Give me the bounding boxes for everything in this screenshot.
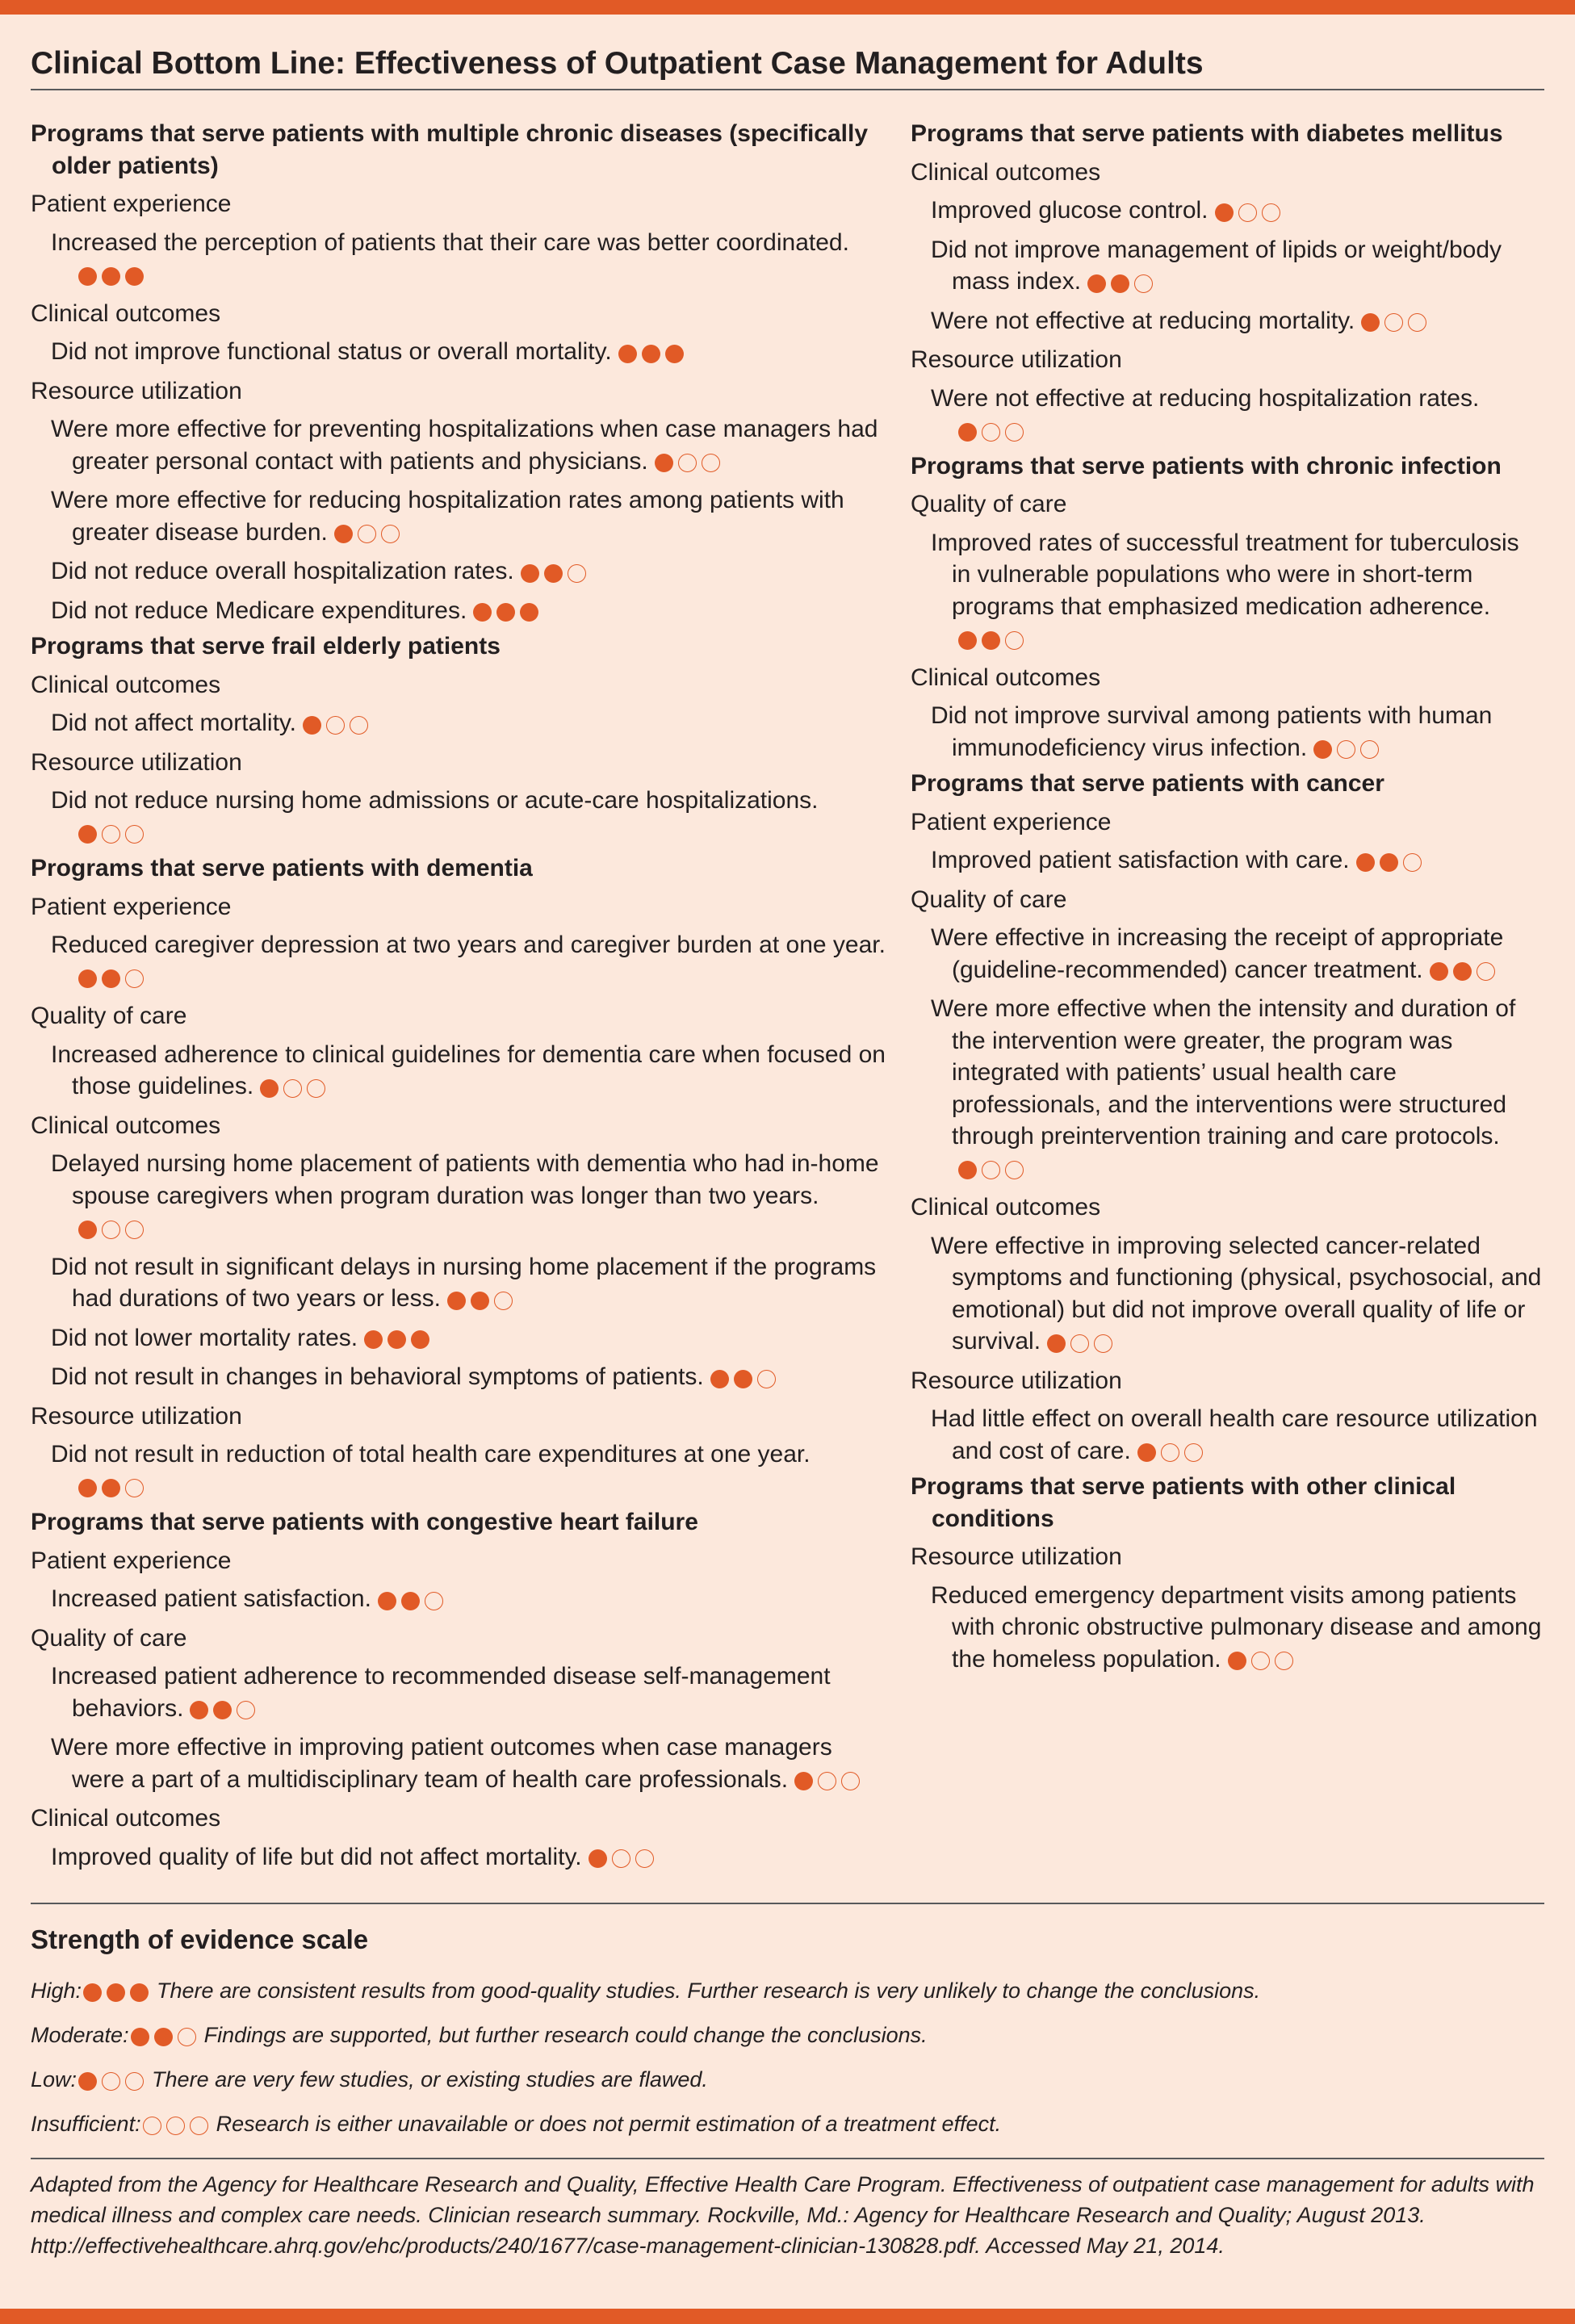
finding-text: Did not result in reduction of total health care expenditures at one year. (51, 1441, 811, 1468)
evidence-rating (303, 708, 373, 740)
outcome-category: Clinical outcomes (31, 299, 221, 327)
empty-dot-icon (1005, 631, 1024, 650)
evidence-rating (1215, 195, 1285, 228)
filled-dot-icon (520, 603, 538, 622)
empty-dot-icon (326, 716, 345, 735)
finding-text: Did not lower mortality rates. (51, 1324, 358, 1351)
evidence-rating (143, 2103, 213, 2146)
empty-dot-icon (1184, 1443, 1203, 1462)
filled-dot-icon (378, 1592, 396, 1610)
filled-dot-icon (130, 1983, 149, 2002)
empty-dot-icon (612, 1849, 630, 1868)
finding-text: Were effective in increasing the receipt of appropriate (guideline-recommended) cancer treatment. (931, 924, 1504, 983)
evidence-scale (31, 1922, 1544, 2146)
filled-dot-icon (401, 1592, 420, 1610)
filled-dot-icon (1215, 203, 1234, 222)
evidence-rating (521, 556, 591, 588)
finding-item (911, 1580, 1544, 1677)
finding-text: Were more effective for reducing hospitalization rates among patients with greater disease burden. (51, 487, 844, 546)
filled-dot-icon (618, 345, 637, 363)
empty-dot-icon (381, 525, 400, 543)
empty-dot-icon (1238, 203, 1257, 222)
empty-dot-icon (1005, 1161, 1024, 1179)
evidence-rating (589, 1842, 659, 1874)
finding-text: Increased adherence to clinical guidelines for dementia care when focused on those guidelines. (51, 1041, 886, 1099)
finding-text: Did not affect mortality. (51, 710, 297, 736)
empty-dot-icon (190, 2117, 208, 2135)
finding-text: Did not result in changes in behavioral symptoms of patients. (51, 1363, 704, 1390)
finding-item (911, 1403, 1544, 1468)
evidence-rating (78, 818, 149, 850)
filled-dot-icon (447, 1292, 466, 1310)
empty-dot-icon (1403, 853, 1422, 872)
evidence-level-description: There are very few studies, or existing studies are flawed. (152, 2067, 708, 2092)
evidence-levels (31, 1969, 1544, 2146)
empty-dot-icon (125, 1479, 144, 1497)
filled-dot-icon (471, 1292, 489, 1310)
finding-item (31, 929, 886, 994)
empty-dot-icon (358, 525, 376, 543)
empty-dot-icon (1262, 203, 1280, 222)
outcome-category: Quality of care (31, 1003, 187, 1029)
program-heading: Programs that serve frail elderly patients (31, 633, 501, 660)
evidence-level-description: There are consistent results from good-quality studies. Further research is very unlikely to change the conclusions. (157, 1979, 1261, 2003)
finding-item (31, 555, 886, 588)
filled-dot-icon (78, 969, 97, 988)
empty-dot-icon (1360, 740, 1379, 759)
finding-text: Improved quality of life but did not affect mortality. (51, 1843, 582, 1870)
empty-dot-icon (283, 1079, 302, 1098)
finding-text: Were effective in improving selected cancer-related symptoms and functioning (physical, psychosocial, and emotional) but did not improve overall quality of life or survival. (931, 1232, 1542, 1355)
filled-dot-icon (1356, 853, 1375, 872)
filled-dot-icon (78, 825, 97, 844)
finding-item (911, 383, 1544, 447)
empty-dot-icon (178, 2028, 196, 2046)
program-heading: Programs that serve patients with congestive heart failure (31, 1509, 698, 1535)
empty-dot-icon (166, 2117, 185, 2135)
empty-dot-icon (1094, 1334, 1112, 1353)
filled-dot-icon (1087, 274, 1106, 293)
finding-text: Improved glucose control. (931, 197, 1208, 224)
filled-dot-icon (78, 1479, 97, 1497)
page-title: Clinical Bottom Line: Effectiveness of Outpatient Case Management for Adults (31, 46, 1204, 81)
filled-dot-icon (1111, 274, 1129, 293)
outcome-category: Patient experience (31, 893, 232, 920)
evidence-rating (1047, 1326, 1117, 1359)
empty-dot-icon (1134, 274, 1153, 293)
filled-dot-icon (710, 1370, 729, 1388)
evidence-level-row (31, 1969, 1544, 2013)
finding-item (31, 785, 886, 849)
finding-text: Were more effective in improving patient outcomes when case managers were a part of a multidisciplinary team of health care professionals. (51, 1734, 832, 1793)
outcome-category: Resource utilization (911, 346, 1122, 373)
filled-dot-icon (102, 267, 120, 286)
filled-dot-icon (334, 525, 353, 543)
filled-dot-icon (589, 1849, 607, 1868)
empty-dot-icon (568, 564, 586, 583)
filled-dot-icon (107, 1983, 125, 2002)
evidence-rating (958, 623, 1028, 655)
finding-item (31, 1361, 886, 1394)
empty-dot-icon (757, 1370, 776, 1388)
title-divider (31, 89, 1544, 90)
program-heading: Programs that serve patients with multiple chronic diseases (specifically older patients) (31, 120, 869, 179)
empty-dot-icon (125, 969, 144, 988)
filled-dot-icon (958, 423, 977, 442)
finding-text: Reduced caregiver depression at two years and caregiver burden at one year. (51, 932, 886, 958)
evidence-rating (334, 517, 404, 550)
finding-item (31, 1583, 886, 1616)
empty-dot-icon (1384, 313, 1403, 332)
empty-dot-icon (1005, 423, 1024, 442)
outcome-category: Quality of care (911, 491, 1067, 517)
evidence-rating (378, 1584, 448, 1616)
finding-text: Did not improve survival among patients with human immunodeficiency virus infection. (931, 702, 1493, 761)
empty-dot-icon (818, 1772, 836, 1790)
finding-item (911, 305, 1544, 338)
outcome-category: Resource utilization (31, 748, 242, 776)
finding-item (31, 707, 886, 740)
evidence-rating (1087, 266, 1158, 299)
finding-text: Were not effective at reducing hospitalization rates. (931, 384, 1480, 412)
empty-dot-icon (102, 2072, 120, 2091)
evidence-level-row (31, 2013, 1544, 2058)
evidence-rating (78, 259, 149, 291)
evidence-rating (78, 2058, 149, 2102)
finding-item (31, 413, 886, 478)
evidence-level-row (31, 2058, 1544, 2102)
outcome-category: Quality of care (31, 1624, 187, 1652)
finding-text: Increased patient adherence to recommended disease self-management behaviors. (51, 1663, 831, 1722)
finding-text: Were not effective at reducing mortality. (931, 307, 1355, 334)
right-column (911, 115, 1544, 1903)
program-heading: Programs that serve patients with chronic infection (911, 452, 1502, 479)
evidence-rating (710, 1362, 781, 1394)
evidence-rating (78, 1472, 149, 1504)
filled-dot-icon (521, 564, 539, 583)
finding-text: Had little effect on overall health care resource utilization and cost of care. (931, 1405, 1538, 1464)
empty-dot-icon (635, 1849, 654, 1868)
empty-dot-icon (425, 1592, 443, 1610)
empty-dot-icon (102, 825, 120, 844)
evidence-level-label: Moderate: (31, 2023, 129, 2047)
evidence-rating (1137, 1436, 1208, 1468)
empty-dot-icon (982, 423, 1000, 442)
evidence-rating (1356, 845, 1426, 877)
empty-dot-icon (1477, 962, 1495, 981)
finding-text: Did not reduce overall hospitalization rates. (51, 558, 514, 584)
filled-dot-icon (734, 1370, 752, 1388)
evidence-rating (958, 1154, 1028, 1186)
finding-item (31, 1148, 886, 1245)
outcome-category: Resource utilization (911, 1543, 1122, 1570)
outcome-category: Clinical outcomes (911, 158, 1101, 186)
evidence-rating (364, 1323, 434, 1355)
finding-text: Reduced emergency department visits among patients with chronic obstructive pulmonary disease and among the homeless population. (931, 1581, 1542, 1673)
filled-dot-icon (364, 1330, 383, 1349)
outcome-category: Clinical outcomes (911, 1194, 1101, 1221)
empty-dot-icon (1070, 1334, 1089, 1353)
outcome-category: Quality of care (911, 886, 1067, 913)
evidence-rating (473, 596, 543, 628)
outcome-category: Clinical outcomes (911, 664, 1101, 691)
outcome-category: Patient experience (911, 808, 1112, 835)
filled-dot-icon (544, 564, 563, 583)
finding-item (31, 1322, 886, 1355)
filled-dot-icon (1361, 313, 1380, 332)
evidence-rating (131, 2014, 201, 2058)
finding-text: Were more effective for preventing hospitalizations when case managers had greater personal contact with patients and physicians. (51, 416, 878, 475)
program-heading: Programs that serve patients with cancer (911, 770, 1384, 797)
filled-dot-icon (190, 1701, 208, 1719)
finding-text: Did not improve management of lipids or weight/body mass index. (931, 236, 1502, 295)
empty-dot-icon (1408, 313, 1426, 332)
finding-text: Did not reduce Medicare expenditures. (51, 597, 467, 624)
finding-item (911, 234, 1544, 299)
evidence-rating (958, 415, 1028, 447)
filled-dot-icon (78, 267, 97, 286)
filled-dot-icon (794, 1772, 813, 1790)
evidence-level-label: Low: (31, 2067, 77, 2092)
empty-dot-icon (125, 2072, 144, 2091)
evidence-rating (618, 337, 689, 369)
filled-dot-icon (642, 345, 660, 363)
program-heading: Programs that serve patients with diabetes mellitus (911, 120, 1503, 147)
filled-dot-icon (958, 1161, 977, 1179)
filled-dot-icon (958, 631, 977, 650)
source-citation: Adapted from the Agency for Healthcare Research and Quality, Effective Health Care Program. Effectiveness of outpatient case management for adults with medical illness and complex care needs. Clinician research summary. Rockville, Md.: Agency for Healthcare Research and Quality; August 2013. http://effectivehealthcare.ahrq.gov/ehc/products/240/1677/case-management-clinician-130828.pdf. Accessed May 21, 2014. (31, 2172, 1535, 2258)
filled-dot-icon (473, 603, 492, 622)
finding-item (911, 1230, 1544, 1359)
finding-item (911, 922, 1544, 986)
filled-dot-icon (78, 2072, 97, 2091)
finding-text: Improved patient satisfaction with care. (931, 847, 1350, 873)
empty-dot-icon (307, 1079, 325, 1098)
evidence-rating (794, 1765, 865, 1797)
finding-text: Did not reduce nursing home admissions or acute-care hospitalizations. (51, 787, 819, 814)
empty-dot-icon (982, 1161, 1000, 1179)
empty-dot-icon (125, 1221, 144, 1239)
outcome-category: Patient experience (31, 1547, 232, 1574)
outcome-category: Resource utilization (31, 1402, 242, 1430)
filled-dot-icon (154, 2028, 173, 2046)
outcome-category: Clinical outcomes (31, 671, 221, 698)
finding-item (31, 595, 886, 628)
filled-dot-icon (982, 631, 1000, 650)
empty-dot-icon (1161, 1443, 1179, 1462)
evidence-level-description: Research is either unavailable or does not permit estimation of a treatment effect. (216, 2112, 1002, 2136)
empty-dot-icon (143, 2117, 161, 2135)
source-divider (31, 2158, 1544, 2159)
filled-dot-icon (496, 603, 515, 622)
finding-item (31, 1731, 886, 1796)
empty-dot-icon (678, 454, 697, 472)
filled-dot-icon (655, 454, 673, 472)
finding-item (31, 1251, 886, 1316)
finding-text: Improved rates of successful treatment for tuberculosis in vulnerable populations who were in short-term programs that emphasized medication adherence. (931, 529, 1519, 620)
evidence-level-label: Insufficient: (31, 2112, 141, 2136)
evidence-rating (447, 1283, 517, 1316)
filled-dot-icon (125, 267, 144, 286)
filled-dot-icon (213, 1701, 232, 1719)
finding-text: Did not result in significant delays in nursing home placement if the programs had durations of two years or less. (51, 1253, 877, 1312)
evidence-rating (1228, 1644, 1298, 1677)
filled-dot-icon (1453, 962, 1472, 981)
outcome-category: Patient experience (31, 191, 232, 217)
finding-text: Were more effective when the intensity and duration of the intervention were greater, the program was integrated with patients’ usual health care professionals, and the interventions were structured through preintervention training and care protocols. (931, 995, 1516, 1149)
finding-item (31, 1039, 886, 1103)
filled-dot-icon (1313, 740, 1332, 759)
empty-dot-icon (350, 716, 368, 735)
filled-dot-icon (1380, 853, 1398, 872)
empty-dot-icon (237, 1701, 255, 1719)
filled-dot-icon (78, 1221, 97, 1239)
finding-item (31, 484, 886, 549)
empty-dot-icon (841, 1772, 860, 1790)
finding-item (911, 195, 1544, 228)
evidence-level-row (31, 2102, 1544, 2146)
finding-item (911, 993, 1544, 1185)
empty-dot-icon (1251, 1652, 1270, 1670)
evidence-level-label: High: (31, 1979, 82, 2003)
evidence-rating (83, 1970, 153, 2013)
filled-dot-icon (1047, 1334, 1066, 1353)
program-heading: Programs that serve patients with other clinical conditions (911, 1473, 1456, 1532)
evidence-rating (1361, 306, 1431, 338)
filled-dot-icon (411, 1330, 429, 1349)
empty-dot-icon (1337, 740, 1355, 759)
finding-item (911, 527, 1544, 655)
finding-text: Did not improve functional status or overall mortality. (51, 338, 612, 365)
document-page (31, 15, 1544, 2261)
finding-item (31, 1660, 886, 1725)
empty-dot-icon (1275, 1652, 1293, 1670)
evidence-level-description: Findings are supported, but further research could change the conclusions. (203, 2023, 928, 2047)
filled-dot-icon (1137, 1443, 1156, 1462)
evidence-divider (31, 1903, 1544, 1904)
evidence-rating (655, 446, 725, 479)
left-column (31, 115, 886, 1903)
evidence-scale-title: Strength of evidence scale (31, 1924, 369, 1954)
finding-text: Increased the perception of patients that their care was better coordinated. (51, 228, 849, 256)
evidence-rating (190, 1694, 260, 1726)
outcome-category: Resource utilization (31, 377, 242, 404)
filled-dot-icon (131, 2028, 149, 2046)
finding-text: Delayed nursing home placement of patients with dementia who had in-home spouse caregivers when program duration was longer than two years. (51, 1150, 879, 1209)
filled-dot-icon (665, 345, 684, 363)
empty-dot-icon (125, 825, 144, 844)
filled-dot-icon (83, 1983, 102, 2002)
filled-dot-icon (1228, 1652, 1246, 1670)
evidence-rating (78, 962, 149, 995)
filled-dot-icon (1430, 962, 1448, 981)
bottom-accent-bar (0, 2309, 1575, 2324)
finding-item (31, 336, 886, 369)
empty-dot-icon (494, 1292, 513, 1310)
outcome-category: Clinical outcomes (31, 1805, 221, 1832)
finding-item (31, 1841, 886, 1874)
finding-item (911, 844, 1544, 877)
filled-dot-icon (387, 1330, 406, 1349)
evidence-rating (1430, 955, 1500, 987)
finding-item (911, 700, 1544, 764)
top-accent-bar (0, 0, 1575, 15)
empty-dot-icon (702, 454, 720, 472)
evidence-rating (78, 1212, 149, 1245)
filled-dot-icon (303, 716, 321, 735)
finding-item (31, 1438, 886, 1503)
outcome-category: Resource utilization (911, 1367, 1122, 1394)
empty-dot-icon (102, 1221, 120, 1239)
filled-dot-icon (260, 1079, 279, 1098)
filled-dot-icon (102, 969, 120, 988)
evidence-rating (260, 1071, 330, 1103)
filled-dot-icon (102, 1479, 120, 1497)
content-columns (31, 115, 1544, 1903)
finding-text: Increased patient satisfaction. (51, 1585, 371, 1612)
finding-item (31, 227, 886, 291)
outcome-category: Clinical outcomes (31, 1112, 221, 1139)
evidence-rating (1313, 733, 1384, 765)
program-heading: Programs that serve patients with dementia (31, 855, 533, 881)
